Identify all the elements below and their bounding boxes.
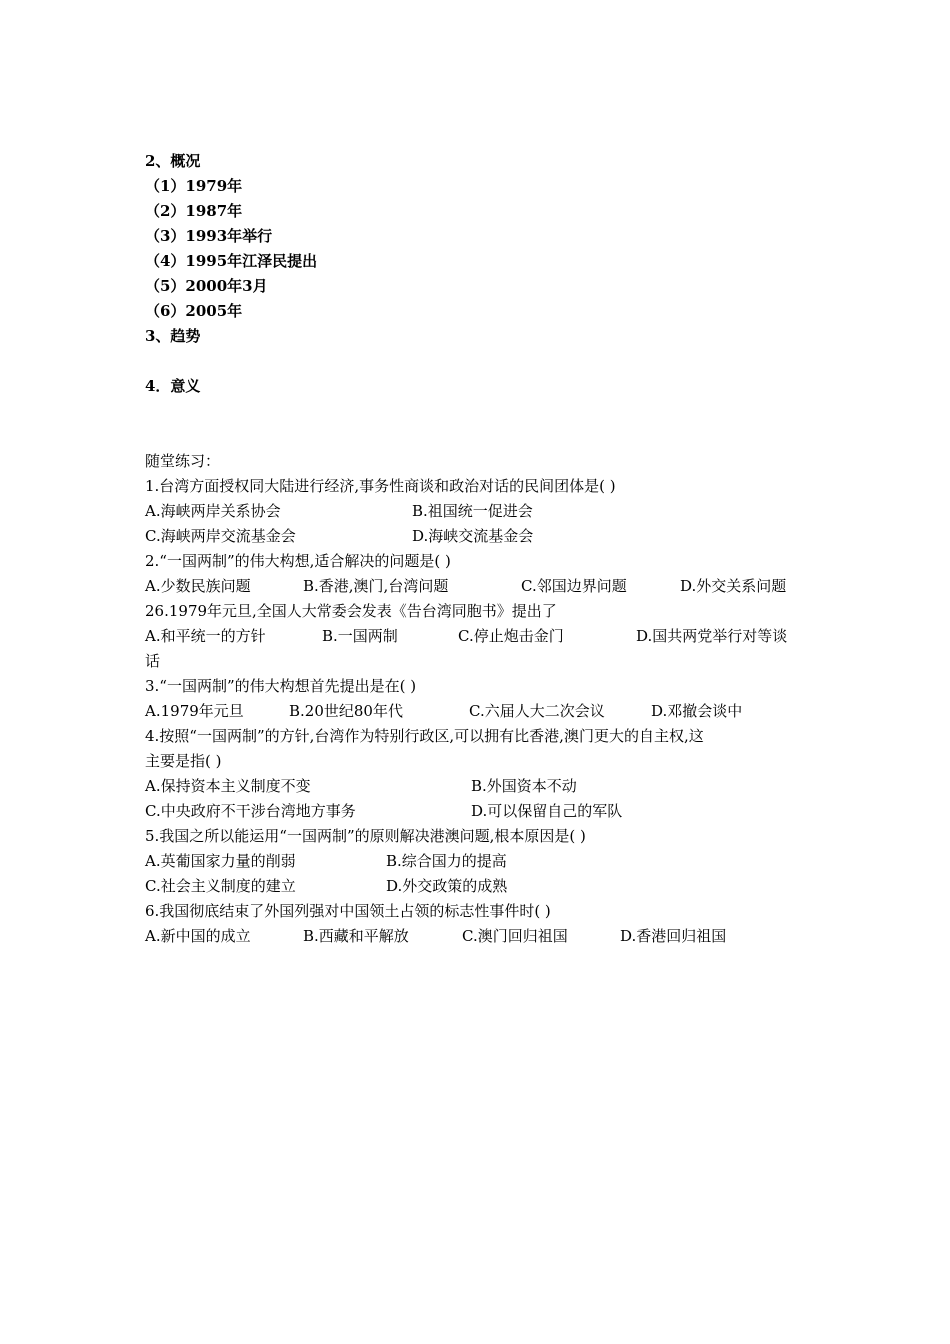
question-stem-continued: 主要是指( ) bbox=[145, 752, 222, 770]
answer-option: B.祖国统一促进会 bbox=[412, 502, 533, 520]
answer-option: C.六届人大二次会议 bbox=[469, 702, 605, 720]
answer-option: C.中央政府不干涉台湾地方事务 bbox=[145, 802, 356, 820]
answer-option: A.新中国的成立 bbox=[145, 927, 251, 945]
question-stem: 3.“一国两制”的伟大构想首先提出是在( ) bbox=[145, 677, 417, 695]
answer-option: B.香港,澳门,台湾问题 bbox=[303, 577, 449, 595]
answer-option: A.和平统一的方针 bbox=[145, 627, 266, 645]
answer-option: A.1979年元旦 bbox=[145, 702, 244, 720]
outline-item: （5）2000年3月 bbox=[145, 277, 268, 295]
answer-option: A.英葡国家力量的削弱 bbox=[145, 852, 296, 870]
question-stem: 5.我国之所以能运用“一国两制”的原则解决港澳问题,根本原因是( ) bbox=[145, 827, 586, 845]
outline-item: （6）2005年 bbox=[145, 302, 243, 320]
answer-option: D.邓撤会谈中 bbox=[651, 702, 743, 720]
answer-option: B.一国两制 bbox=[322, 627, 398, 645]
outline-item: （4）1995年江泽民提出 bbox=[145, 252, 318, 270]
answer-option: B.西藏和平解放 bbox=[303, 927, 409, 945]
section-heading-trend: 3、趋势 bbox=[145, 327, 201, 345]
answer-option: D.外交关系问题 bbox=[680, 577, 787, 595]
practice-title: 随堂练习： bbox=[145, 452, 221, 470]
answer-option: A.保持资本主义制度不变 bbox=[145, 777, 311, 795]
outline-item: （2）1987年 bbox=[145, 202, 243, 220]
answer-option: C.社会主义制度的建立 bbox=[145, 877, 296, 895]
answer-option: B.20世纪80年代 bbox=[289, 702, 403, 720]
answer-option: C.停止炮击金门 bbox=[458, 627, 564, 645]
question-stem: 6.我国彻底结束了外国列强对中国领土占领的标志性事件时( ) bbox=[145, 902, 551, 920]
answer-option: A.海峡两岸关系协会 bbox=[145, 502, 281, 520]
answer-option: D.海峡交流基金会 bbox=[412, 527, 534, 545]
answer-option: D.香港回归祖国 bbox=[620, 927, 727, 945]
question-stem: 4.按照“一国两制”的方针,台湾作为特别行政区,可以拥有比香港,澳门更大的自主权,这 bbox=[145, 727, 704, 745]
answer-option: A.少数民族问题 bbox=[145, 577, 251, 595]
answer-option: C.邻国边界问题 bbox=[521, 577, 627, 595]
question-stem: 2.“一国两制”的伟大构想,适合解决的问题是( ) bbox=[145, 552, 451, 570]
answer-option: B.外国资本不动 bbox=[471, 777, 577, 795]
outline-item: （1）1979年 bbox=[145, 177, 243, 195]
answer-option: B.综合国力的提高 bbox=[386, 852, 507, 870]
answer-option: D.外交政策的成熟 bbox=[386, 877, 508, 895]
section-heading-significance: 4．意义 bbox=[145, 377, 201, 395]
question-stem: 1.台湾方面授权同大陆进行经济,事务性商谈和政治对话的民间团体是( ) bbox=[145, 477, 616, 495]
section-heading-overview: 2、概况 bbox=[145, 152, 201, 170]
answer-option: C.澳门回归祖国 bbox=[462, 927, 568, 945]
answer-option: D.国共两党举行对等谈 bbox=[636, 627, 788, 645]
answer-option-wrap: 话 bbox=[145, 652, 161, 670]
outline-item: （3）1993年举行 bbox=[145, 227, 273, 245]
answer-option: D.可以保留自己的军队 bbox=[471, 802, 623, 820]
answer-option: C.海峡两岸交流基金会 bbox=[145, 527, 296, 545]
question-stem: 26.1979年元旦,全国人大常委会发表《告台湾同胞书》提出了 bbox=[145, 602, 557, 620]
